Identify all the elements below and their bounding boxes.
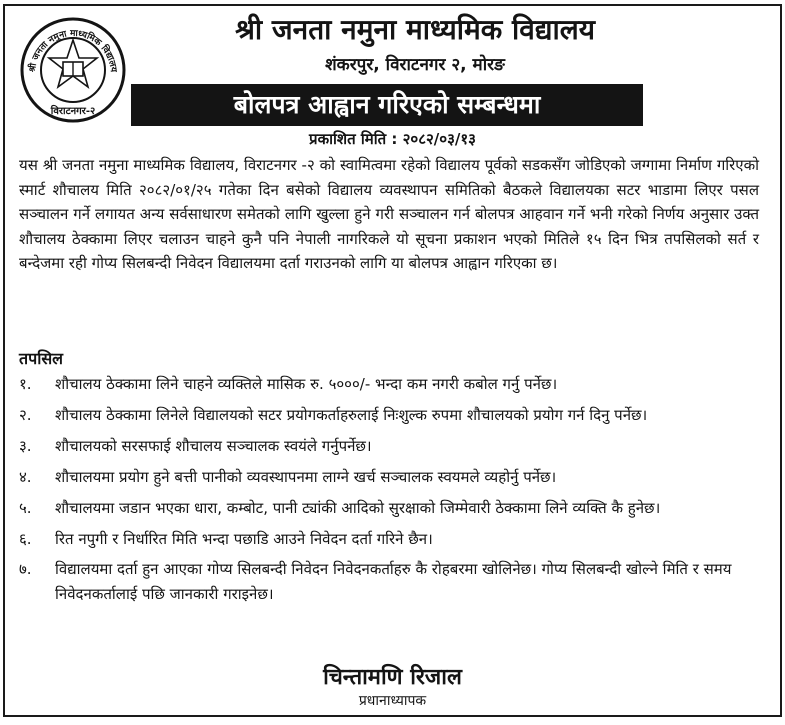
publish-date-label: प्रकाशित मिति : — [309, 130, 398, 148]
condition-text: विद्यालयमा दर्ता हुन आएका गोप्य सिलबन्दी निवेदन निवेदनकर्ताहरु कै रोहबरमा खोलिनेछ। गोप्य सिलबन्दी खोल्ने मिति र समय निवेदनकर्तालाई पछि जानकारी गराइनेछ। — [55, 560, 732, 603]
notice-document — [3, 4, 782, 717]
condition-number: ३. — [19, 436, 32, 455]
condition-text: शौचालयको सरसफाई शौचालय सञ्चालक स्वयंले गर्नुपर्नेछ। — [55, 436, 372, 455]
conditions-heading: तपसिल — [19, 349, 64, 368]
condition-item — [19, 372, 765, 396]
condition-text: शौचालयमा प्रयोग हुने बत्ती पानीको व्यवस्थापनमा लाग्ने खर्च सञ्चालक स्वयमले व्यहोर्नु पर्नेछ। — [55, 467, 557, 486]
signatory-name: चिन्तामणि रिजाल — [323, 665, 462, 690]
condition-number: ५. — [19, 498, 32, 517]
condition-text: शौचालयमा जडान भएका धारा, कम्बोट, पानी ट्यांकी आदिको सुरक्षाको जिम्मेवारी ठेक्कामा लिने व्यक्ति कै हुनेछ। — [55, 498, 661, 517]
condition-text: शौचालय ठेक्कामा लिने चाहने व्यक्तिले मासिक रु. ५०००/- भन्दा कम नगरी कबोल गर्नु पर्नेछ। — [55, 375, 558, 393]
condition-item — [19, 496, 765, 520]
publish-date-value: २०८२/०३/१३ — [402, 130, 476, 148]
condition-item — [19, 527, 765, 551]
condition-item — [19, 557, 765, 606]
condition-text: रित नपुगी र निर्धारित मिति भन्दा पछाडि आउने निवेदन दर्ता गरिने छैन। — [55, 529, 433, 548]
seal-ring-text: श्री जनता नमुना माध्यमिक विद्यालय — [27, 28, 119, 73]
condition-item — [19, 403, 765, 427]
school-address: शंकरपुर, विराटनगर २, मोरङ — [325, 55, 505, 75]
intro-paragraph: यस श्री जनता नमुना माध्यमिक विद्यालय, विराटनगर -२ को स्वामित्वमा रहेको विद्यालय पूर्वको सडकसँग जोडिएको जग्गामा निर्माण गरिएको स्मार्ट शौचालय मिति २०८२/०१/२५ गतेका दिन बसेको विद्यालय व्यवस्थापन समितिको बैठकले विद्यालयका सटर भाडामा लिएर पसल सञ्चालन गर्ने लगायत अन्य सर्वसाधारण समेतको लागि खुल्ला हुने गरी सञ्चालन गर्न बोलपत्र आहवान गर्ने भनी गरेको निर्णय अनुसार उक्त शौचालय ठेक्कामा लिएर चलाउन चाहने कुनै पनि नेपाली नागरिकले यो सूचना प्रकाशन भएको मितिले १५ दिन भित्र तपसिलको सर्त र बन्देजमा रही गोप्य सिलबन्दी निवेदन विद्यालयमा दर्ता गराउनको लागि या बोलपत्र आह्वान गरिएका छ। — [19, 156, 759, 273]
condition-number: १. — [19, 375, 32, 393]
subject-banner: बोलपत्र आह्वान गरिएको सम्बन्धमा — [131, 84, 643, 126]
publish-date-row — [5, 129, 780, 149]
condition-number: २. — [19, 405, 32, 424]
school-seal — [19, 16, 127, 124]
seal-bottom-text: विराटनगर-२ — [50, 106, 96, 117]
seal-emblem-icon — [19, 16, 127, 124]
school-name: श्री जनता नमुना माध्यमिक विद्यालय — [235, 13, 595, 46]
condition-item — [19, 465, 765, 489]
conditions-list — [19, 372, 765, 613]
condition-number: ६. — [19, 529, 32, 548]
condition-number: ७. — [19, 560, 32, 579]
condition-text: शौचालय ठेक्कामा लिनेले विद्यालयको सटर प्रयोगकर्ताहरुलाई निःशुल्क रुपमा शौचालयको प्रयोग गर्न दिनु पर्नेछ। — [55, 405, 648, 424]
condition-item — [19, 434, 765, 458]
condition-number: ४. — [19, 467, 32, 486]
signatory-designation: प्रधानाध्यापक — [358, 693, 427, 709]
